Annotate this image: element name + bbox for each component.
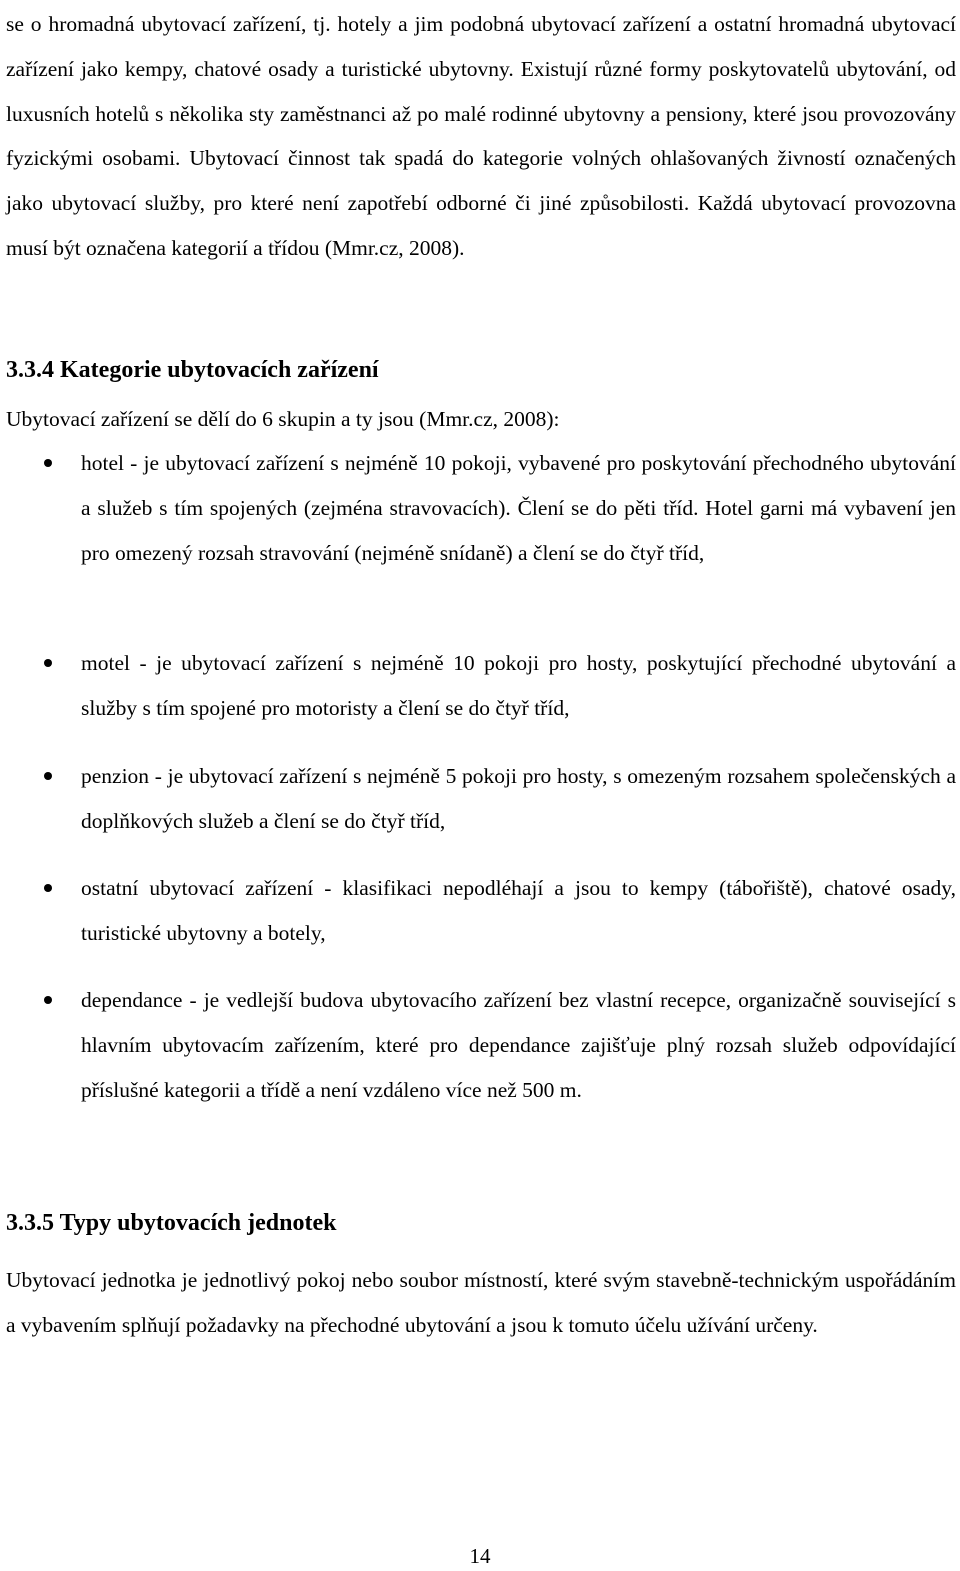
page-number: 14	[469, 1544, 491, 1568]
list-item-text: dependance - je vedlejší budova ubytovacího zařízení bez vlastní recepce, organizačně související s hlavním ubytovacím zařízením, které pro dependance zajišťuje plný rozsah služeb odpovídající příslušné kategorii a třídě a není vzdáleno více než 500 m.	[81, 988, 956, 1102]
list-item-text: motel - je ubytovací zařízení s nejméně 10 pokoji pro hosty, poskytující přechodné ubytování a služby s tím spojené pro motoristy a člení se do čtyř tříd,	[81, 651, 956, 720]
bullet-icon	[44, 772, 52, 780]
section-heading-3-3-5: 3.3.5 Typy ubytovacích jednotek	[6, 1210, 337, 1236]
bullet-icon	[44, 659, 52, 667]
section-heading-3-3-4: 3.3.4 Kategorie ubytovacích zařízení	[6, 357, 379, 383]
paragraph-top: se o hromadná ubytovací zařízení, tj. hotely a jim podobná ubytovací zařízení a ostatní hromadná ubytovací zařízení jako kempy, chatové osady a turistické ubytovny. Existují různé formy poskytovatelů ubytování, od luxusních hotelů s několika sty zaměstnanci až po malé rodinné ubytovny a pensiony, které jsou provozovány fyzickými osobami. Ubytovací činnost tak spadá do kategorie volných ohlašovaných živností označených jako ubytovací služby, pro které není zapotřebí odborné či jiné způsobilosti. Každá ubytovací provozovna musí být označena kategorií a třídou (Mmr.cz, 2008).	[6, 12, 956, 260]
list-item-text: penzion - je ubytovací zařízení s nejméně 5 pokoji pro hosty, s omezeným rozsahem společenských a doplňkových služeb a člení se do čtyř tříd,	[81, 764, 956, 833]
section-text-3-3-5: Ubytovací jednotka je jednotlivý pokoj nebo soubor místností, které svým stavebně-technickým uspořádáním a vybavením splňují požadavky na přechodné ubytování a jsou k tomuto účelu užívání určeny.	[6, 1268, 956, 1337]
bullet-icon	[44, 884, 52, 892]
list-item-text: hotel - je ubytovací zařízení s nejméně 10 pokoji, vybavené pro poskytování přechodného ubytování a služeb s tím spojených (zejména stravovacích). Člení se do pěti tříd. Hotel garni má vybavení jen pro omezený rozsah stravování (nejméně snídaně) a člení se do čtyř tříd,	[81, 451, 956, 565]
section-intro-3-3-4: Ubytovací zařízení se dělí do 6 skupin a ty jsou (Mmr.cz, 2008):	[6, 407, 560, 431]
bullet-icon	[44, 459, 52, 467]
list-item-text: ostatní ubytovací zařízení - klasifikaci nepodléhají a jsou to kempy (tábořiště), chatové osady, turistické ubytovny a botely,	[81, 876, 956, 945]
bullet-icon	[44, 996, 52, 1004]
